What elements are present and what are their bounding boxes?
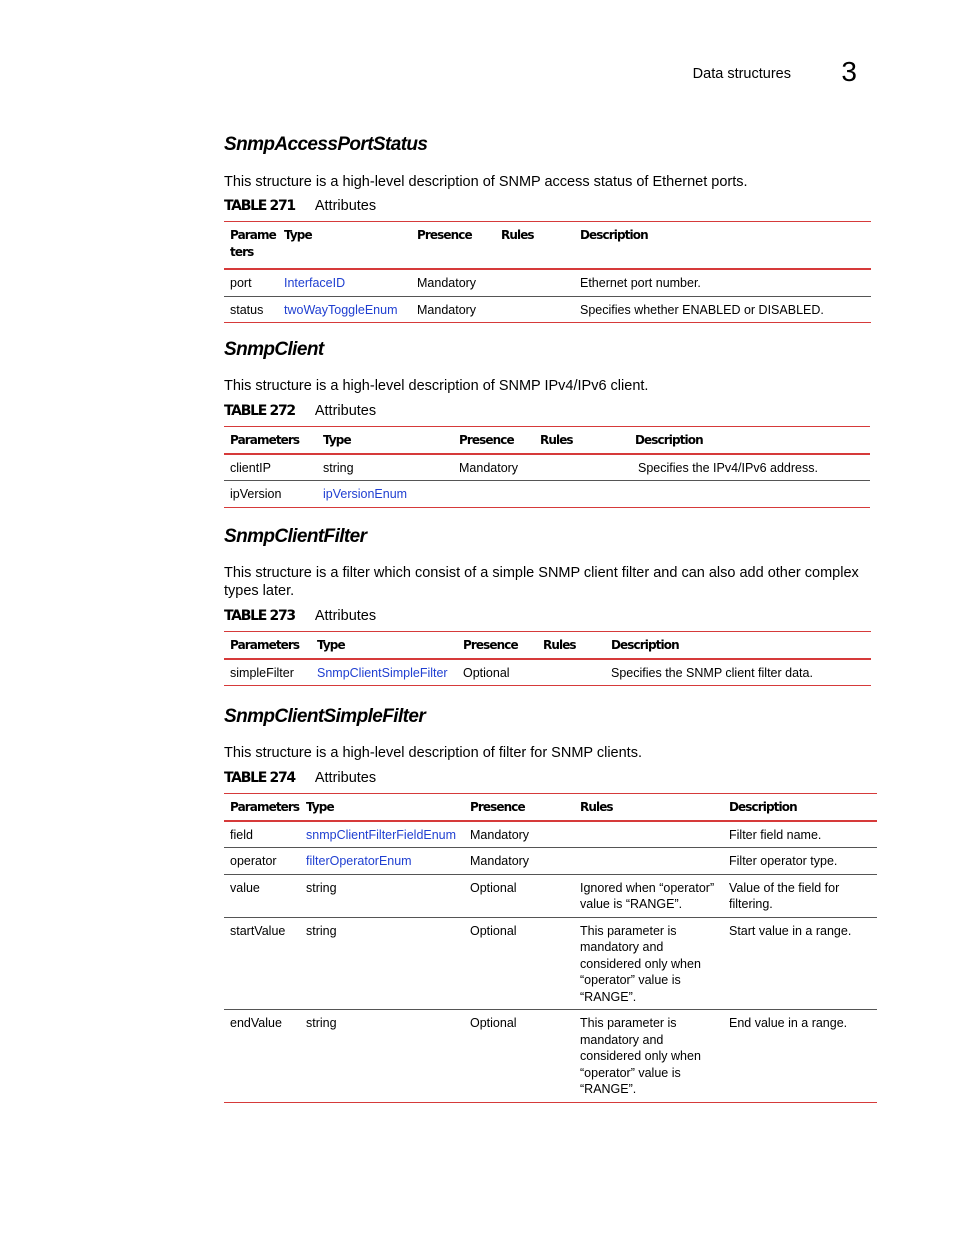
table-header-row (224, 222, 871, 270)
table-caption-text: Attributes (314, 608, 377, 624)
cell-presence: Mandatory (464, 821, 574, 848)
cell-rules: This parameter is mandatory and considered only when “operator” value is “RANGE”. (574, 917, 723, 1010)
cell-parameter: simpleFilter (230, 665, 294, 680)
cell-rules (534, 481, 629, 508)
cell-description: Start value in a range. (723, 917, 877, 1010)
chapter-number: 3 (841, 56, 857, 87)
cell-description: Filter field name. (723, 821, 877, 848)
table-caption (224, 607, 871, 625)
column-header-type: Type (317, 427, 453, 454)
cell-presence: Optional (470, 1016, 517, 1030)
header-title: Data structures (692, 66, 791, 82)
column-header-parameters: Parameters (224, 794, 300, 821)
cell-type: string (306, 1016, 337, 1030)
table-caption-text: Attributes (314, 403, 377, 419)
cell-description (629, 481, 870, 508)
cell-description: Specifies the IPv4/IPv6 address. (629, 454, 870, 481)
section-title: SnmpClient (224, 339, 324, 360)
attributes-table (224, 426, 870, 508)
type-link[interactable]: InterfaceID (278, 269, 411, 296)
cell-parameter: operator (224, 848, 300, 875)
section-snmpclientsimplefilter (224, 705, 877, 1103)
cell-rules: This parameter is mandatory and considered only when “operator” value is “RANGE”. (580, 1016, 701, 1096)
cell-rules (495, 296, 574, 323)
cell-type: string (317, 454, 453, 481)
cell-parameter: startValue (224, 917, 300, 1010)
column-header-presence: Presence (453, 427, 534, 454)
cell-presence: Optional (463, 665, 510, 680)
attributes-table (224, 221, 871, 323)
cell-rules (574, 821, 723, 848)
section-snmpclient (224, 338, 870, 508)
table-caption-text: Attributes (314, 770, 377, 786)
column-header-type: Type (278, 222, 411, 270)
section-description: This structure is a high-level description of filter for SNMP clients. (224, 745, 642, 761)
cell-parameter: clientIP (224, 454, 317, 481)
cell-rules (537, 659, 605, 686)
section-title: SnmpClientFilter (224, 526, 367, 547)
table-row (224, 481, 870, 508)
cell-type: string (300, 917, 464, 1010)
type-link[interactable]: snmpClientFilterFieldEnum (300, 821, 464, 848)
cell-parameter: endValue (230, 1016, 282, 1030)
cell-rules (574, 848, 723, 875)
section-description: This structure is a high-level description of SNMP IPv4/IPv6 client. (224, 378, 649, 394)
column-header-rules: Rules (495, 222, 574, 270)
column-header-description: Description (574, 222, 871, 270)
table-row (224, 917, 877, 1010)
cell-description: Specifies the SNMP client filter data. (611, 665, 813, 680)
section-title: SnmpAccessPortStatus (224, 134, 428, 155)
cell-description: Value of the field for filtering. (723, 874, 877, 917)
table-header-row (224, 632, 871, 659)
table-caption (224, 402, 870, 420)
cell-presence: Optional (464, 917, 574, 1010)
table-row (224, 454, 870, 481)
cell-rules: Ignored when “operator” value is “RANGE”. (574, 874, 723, 917)
type-link[interactable]: SnmpClientSimpleFilter (317, 665, 448, 680)
type-link[interactable]: ipVersionEnum (323, 487, 408, 501)
table-caption-text: Attributes (314, 198, 377, 214)
column-header-rules: Rules (537, 632, 605, 659)
cell-parameter: port (224, 269, 278, 296)
cell-rules (495, 269, 574, 296)
section-snmpaccessportstatus (224, 133, 871, 323)
column-header-presence: Presence (457, 632, 537, 659)
cell-description: End value in a range. (729, 1016, 848, 1030)
cell-parameter: field (224, 821, 300, 848)
column-header-description: Description (605, 632, 871, 659)
cell-presence: Mandatory (464, 848, 574, 875)
cell-presence: Mandatory (417, 302, 477, 317)
cell-type: string (300, 874, 464, 917)
column-header-parameters: Parameters (224, 632, 311, 659)
table-header-row (224, 794, 877, 821)
table-label: TABLE 274 (224, 770, 295, 786)
type-link[interactable]: twoWayToggleEnum (284, 302, 398, 317)
column-header-description: Description (723, 794, 877, 821)
cell-presence: Optional (464, 874, 574, 917)
cell-presence (453, 481, 534, 508)
table-caption (224, 197, 871, 215)
attributes-table (224, 793, 877, 1103)
column-header-parameters: Parameters (224, 427, 317, 454)
running-header (0, 56, 954, 96)
column-header-rules: Rules (534, 427, 629, 454)
cell-description: Filter operator type. (723, 848, 877, 875)
column-header-rules: Rules (574, 794, 723, 821)
column-header-presence: Presence (411, 222, 495, 270)
column-header-type: Type (311, 632, 457, 659)
table-label: TABLE 273 (224, 608, 295, 624)
cell-description: Specifies whether ENABLED or DISABLED. (580, 302, 824, 317)
section-description: This structure is a high-level description of SNMP access status of Ethernet ports. (224, 174, 748, 190)
table-row (224, 874, 877, 917)
cell-description: Ethernet port number. (574, 269, 871, 296)
column-header-type: Type (300, 794, 464, 821)
cell-parameter: ipVersion (230, 487, 282, 501)
cell-parameter: status (230, 302, 264, 317)
cell-presence: Mandatory (411, 269, 495, 296)
column-header-parameters: Parame ters (224, 222, 278, 270)
table-row (224, 821, 877, 848)
table-label: TABLE 271 (224, 198, 295, 214)
table-row (224, 296, 871, 323)
section-snmpclientfilter (224, 525, 871, 686)
column-header-presence: Presence (464, 794, 574, 821)
column-header-description: Description (629, 427, 870, 454)
attributes-table (224, 631, 871, 686)
table-row (224, 848, 877, 875)
cell-presence: Mandatory (453, 454, 534, 481)
table-label: TABLE 272 (224, 403, 295, 419)
section-description: This structure is a filter which consist of a simple SNMP client filter and can also add other complex types later. (224, 565, 859, 599)
table-row (224, 269, 871, 296)
section-title: SnmpClientSimpleFilter (224, 706, 426, 727)
cell-parameter: value (224, 874, 300, 917)
type-link[interactable]: filterOperatorEnum (300, 848, 464, 875)
table-header-row (224, 427, 870, 454)
table-caption (224, 769, 877, 787)
table-row (224, 659, 871, 686)
cell-rules (534, 454, 629, 481)
table-row (224, 1010, 877, 1103)
